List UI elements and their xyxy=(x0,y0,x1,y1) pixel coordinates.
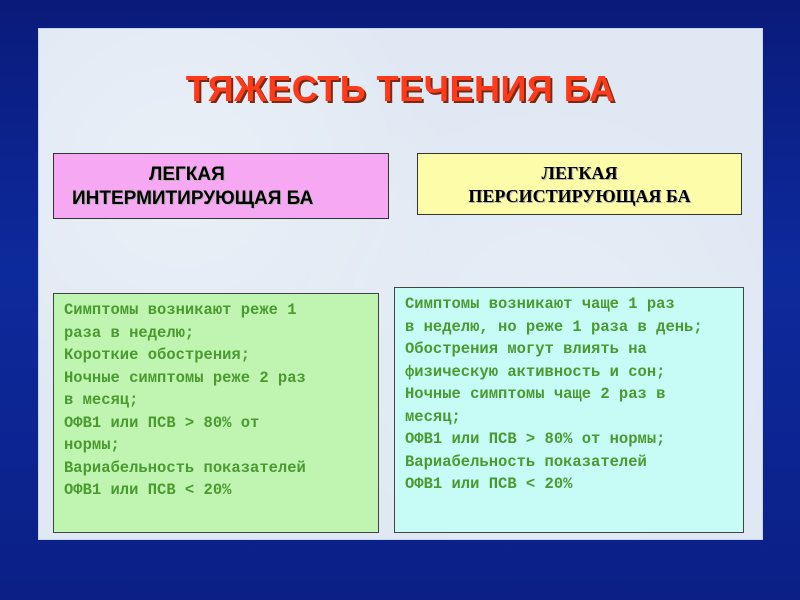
criteria-line: нормы; xyxy=(64,436,120,454)
persistent-criteria xyxy=(394,287,744,533)
intermittent-criteria xyxy=(53,293,379,533)
criteria-line: Симптомы возникают реже 1 xyxy=(64,301,297,319)
criteria-line: Вариабельность показателей xyxy=(405,452,647,471)
intermittent-heading-line1: ЛЕГКАЯ xyxy=(149,164,225,185)
criteria-line: Короткие обострения; xyxy=(64,346,251,364)
criteria-line: ОФВ1 или ПСВ > 80% от xyxy=(64,413,260,432)
intermittent-heading xyxy=(53,153,389,219)
persistent-heading xyxy=(417,153,742,215)
criteria-line: Ночные симптомы чаще 2 раз в xyxy=(405,385,666,403)
criteria-line: Обострения могут влиять на xyxy=(405,340,647,358)
criteria-line: в неделю, но реже 1 раза в день; xyxy=(405,317,703,336)
criteria-line: ОФВ1 или ПСВ < 20% xyxy=(64,481,232,499)
persistent-heading-line2: ПЕРСИСТИРУЮЩАЯ БА xyxy=(468,186,691,206)
slide-title: ТЯЖЕСТЬ ТЕЧЕНИЯ БА xyxy=(185,68,616,109)
persistent-heading-line1: ЛЕГКАЯ xyxy=(541,163,618,183)
criteria-line: Ночные симптомы реже 2 раз xyxy=(64,368,306,387)
criteria-line: в месяц; xyxy=(64,391,139,409)
criteria-line: ОФВ1 или ПСВ > 80% от нормы; xyxy=(405,430,666,448)
criteria-line: раза в неделю; xyxy=(64,323,195,342)
criteria-line: Симптомы возникают чаще 1 раз xyxy=(405,295,675,313)
criteria-line: месяц; xyxy=(405,407,461,426)
intermittent-heading-line2: ИНТЕРМИТИРУЮЩАЯ БА xyxy=(72,188,314,209)
criteria-line: физическую активность и сон; xyxy=(405,362,666,381)
criteria-line: ОФВ1 или ПСВ < 20% xyxy=(405,475,573,493)
slide-panel xyxy=(38,28,763,540)
criteria-line: Вариабельность показателей xyxy=(64,458,306,477)
